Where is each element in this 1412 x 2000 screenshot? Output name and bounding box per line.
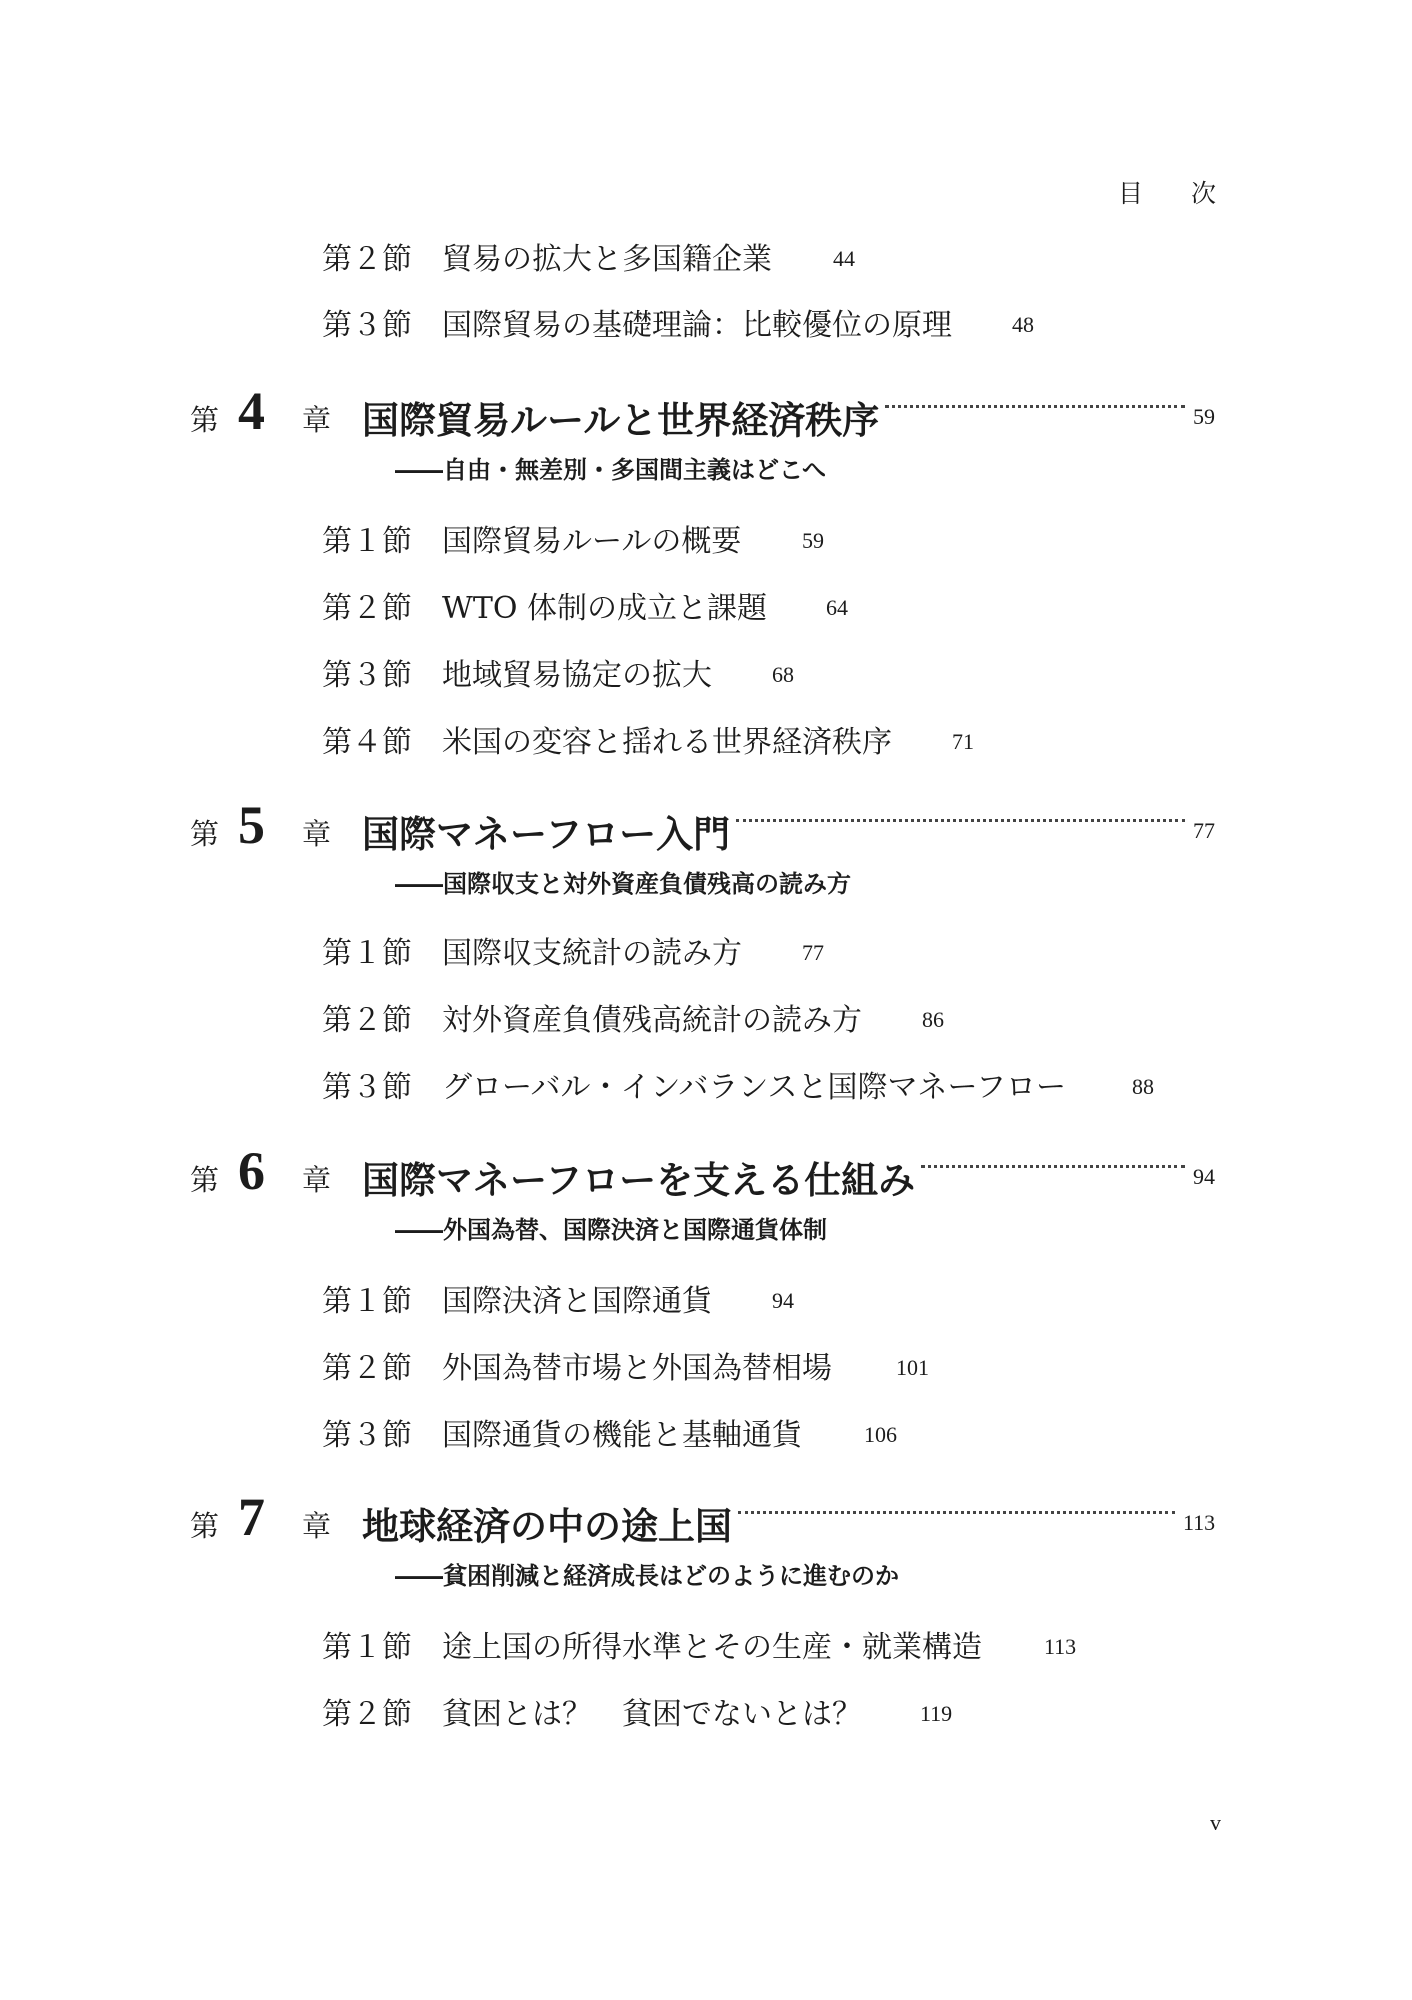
section-title: 国際貿易の基礎理論：比較優位の原理: [442, 308, 952, 343]
section-page: 88: [1132, 1074, 1154, 1099]
chapter-suffix: 章: [302, 1509, 332, 1543]
chapter-prefix: 第: [190, 1163, 220, 1197]
leader-dots: [738, 1511, 1175, 1514]
section-number: 第１節: [322, 936, 412, 971]
section-page: 71: [952, 729, 974, 754]
section-number: 第１節: [322, 1630, 412, 1665]
section-page: 44: [833, 246, 855, 271]
chapter-subtitle: ――自由・無差別・多国間主義はどこへ: [395, 455, 827, 484]
section-title: WTO 体制の成立と課題: [442, 591, 767, 626]
section-page: 86: [922, 1007, 944, 1032]
chapter-page: 77: [1193, 818, 1215, 843]
running-header: 目次: [1118, 179, 1265, 208]
section-title: グローバル・インバランスと国際マネーフロー: [442, 1070, 1066, 1105]
section-page: 77: [802, 940, 824, 965]
section-page: 119: [920, 1701, 953, 1726]
chapter-number: 4: [238, 381, 265, 441]
chapter-number: 6: [238, 1141, 265, 1201]
chapter-subtitle: ――外国為替、国際決済と国際通貨体制: [395, 1215, 827, 1244]
section-number: 第４節: [322, 725, 412, 760]
section-number: 第３節: [322, 1070, 412, 1105]
chapter-page: 94: [1193, 1164, 1215, 1189]
chapter-suffix: 章: [302, 403, 332, 437]
section-title: 米国の変容と揺れる世界経済秩序: [442, 725, 892, 760]
chapter-number: 7: [238, 1487, 265, 1547]
chapter-title: 国際マネーフローを支える仕組み: [362, 1158, 916, 1202]
section-page: 113: [1044, 1634, 1077, 1659]
section-title: 国際収支統計の読み方: [442, 936, 742, 971]
section-title: 途上国の所得水準とその生産・就業構造: [442, 1630, 982, 1665]
leader-dots: [736, 819, 1185, 822]
leader-dots: [885, 405, 1185, 408]
section-number: 第３節: [322, 1418, 412, 1453]
section-page: 59: [802, 528, 824, 553]
chapter-suffix: 章: [302, 817, 332, 851]
section-number: 第２節: [322, 1003, 412, 1038]
section-page: 101: [896, 1355, 929, 1380]
chapter-prefix: 第: [190, 1509, 220, 1543]
section-title: 国際決済と国際通貨: [442, 1284, 712, 1319]
section-number: 第３節: [322, 658, 412, 693]
section-number: 第３節: [322, 308, 412, 343]
section-title: 国際貿易ルールの概要: [442, 524, 742, 559]
section-page: 106: [864, 1422, 897, 1447]
chapter-subtitle: ――国際収支と対外資産負債残高の読み方: [395, 869, 851, 898]
section-number: 第２節: [322, 591, 412, 626]
chapter-page: 59: [1193, 404, 1215, 429]
chapter-number: 5: [238, 795, 265, 855]
section-title: 国際通貨の機能と基軸通貨: [442, 1418, 802, 1453]
section-title: 対外資産負債残高統計の読み方: [442, 1003, 862, 1038]
section-number: 第２節: [322, 1697, 412, 1732]
section-number: 第１節: [322, 524, 412, 559]
section-title: 貿易の拡大と多国籍企業: [442, 242, 772, 277]
section-title: 地域貿易協定の拡大: [442, 658, 712, 693]
page-number: v: [1210, 1810, 1221, 1835]
leader-dots: [921, 1165, 1185, 1168]
chapter-title: 地球経済の中の途上国: [362, 1504, 732, 1548]
chapter-page: 113: [1183, 1510, 1216, 1535]
section-page: 68: [772, 662, 794, 687]
chapter-subtitle: ――貧困削減と経済成長はどのように進むのか: [395, 1561, 899, 1590]
section-title: 貧困とは？ 貧困でないとは？: [442, 1697, 862, 1732]
chapter-title: 国際マネーフロー入門: [362, 812, 731, 856]
chapter-prefix: 第: [190, 403, 220, 437]
section-title: 外国為替市場と外国為替相場: [442, 1351, 832, 1386]
chapter-title: 国際貿易ルールと世界経済秩序: [362, 398, 880, 442]
section-number: 第２節: [322, 1351, 412, 1386]
section-number: 第１節: [322, 1284, 412, 1319]
section-page: 64: [826, 595, 848, 620]
section-number: 第２節: [322, 242, 412, 277]
section-page: 48: [1012, 312, 1034, 337]
chapter-suffix: 章: [302, 1163, 332, 1197]
chapter-prefix: 第: [190, 817, 220, 851]
section-page: 94: [772, 1288, 794, 1313]
